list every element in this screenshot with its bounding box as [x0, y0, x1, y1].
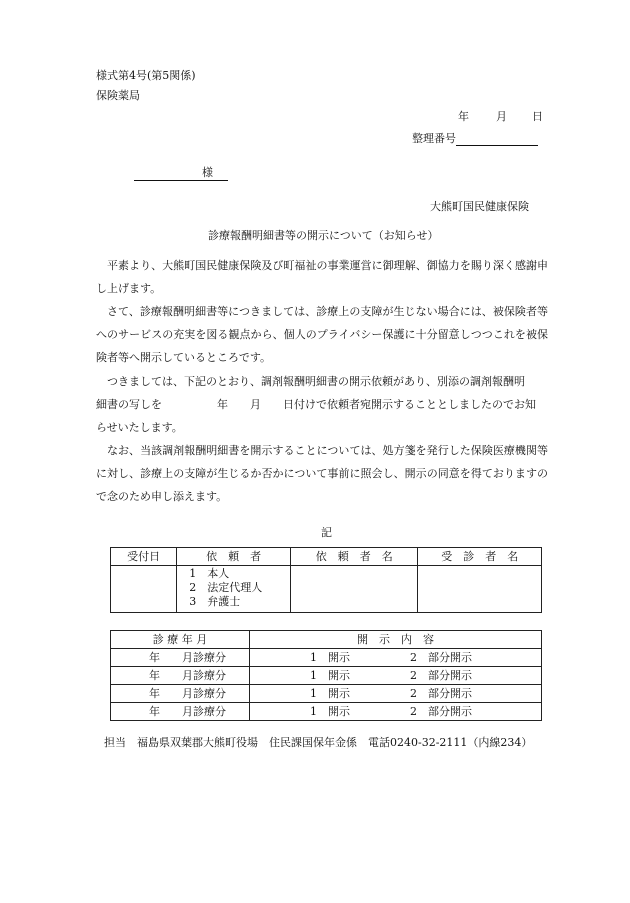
- paragraph-1: 平素より、大熊町国民健康保険及び町福祉の事業運営に御理解、御協力を賜り深く感謝申し上げます。: [96, 259, 548, 295]
- disclosure-row: [111, 667, 542, 685]
- treatment-period: 年 月診療分: [111, 703, 250, 721]
- requester-options-cell: [177, 566, 291, 613]
- addressee-suffix: 様: [202, 166, 213, 179]
- disclosure-row: [111, 685, 542, 703]
- requester-option-lawyer[interactable]: 3 弁護士: [189, 595, 241, 608]
- option-full-disclosure[interactable]: 1 開示: [310, 650, 351, 664]
- document-title: 診療報酬明細書等の開示について（お知らせ）: [208, 229, 439, 242]
- disclosure-row: [111, 703, 542, 721]
- sender-name: 大熊町国民健康保険: [430, 200, 529, 213]
- date-day-label: 日: [532, 110, 543, 123]
- header-treatment-period: 診 療 年 月: [111, 631, 250, 649]
- option-full-disclosure[interactable]: 1 開示: [310, 704, 351, 718]
- disclosure-table-header: [111, 631, 542, 649]
- disclosure-options: [250, 667, 542, 685]
- header-requester: 依 頼 者: [177, 548, 291, 566]
- option-partial-disclosure[interactable]: 2 部分開示: [410, 704, 473, 718]
- treatment-period: 年 月診療分: [111, 649, 250, 667]
- addressee-line: [134, 166, 228, 181]
- request-table: [110, 547, 542, 613]
- disclosure-table: [110, 630, 542, 721]
- date-year-label: 年: [458, 110, 469, 123]
- recipient-organization: 保険薬局: [96, 89, 140, 102]
- paragraph-4: なお、当該調剤報酬明細書を開示することについては、処方箋を発行した保険医療機関等に対し、診療上の支障が生じるか否かについて事前に照会し、開示の同意を得ておりますので念のため申し添えます。: [96, 444, 548, 503]
- paragraph-3: [96, 370, 548, 439]
- disclosure-options: [250, 685, 542, 703]
- requester-name-cell[interactable]: [290, 566, 417, 613]
- header-patient-name: 受 診 者 名: [418, 548, 542, 566]
- header-requester-name: 依 頼 者 名: [290, 548, 417, 566]
- reference-number-label: 整理番号: [412, 132, 456, 145]
- addressee: [134, 166, 228, 181]
- request-table-row: [111, 566, 542, 613]
- contact-footer: 担当 福島県双葉郡大熊町役場 住民課国保年金係 電話0240-32-2111（内線234）: [104, 736, 533, 749]
- option-full-disclosure[interactable]: 1 開示: [310, 686, 351, 700]
- reference-number: [412, 132, 538, 146]
- paragraph-3-line-2: 細書の写しを 年 月 日付けで依頼者宛開示することとしましたのでお知: [96, 398, 536, 411]
- treatment-period: 年 月診療分: [111, 685, 250, 703]
- option-partial-disclosure[interactable]: 2 部分開示: [410, 668, 473, 682]
- disclosure-row: [111, 649, 542, 667]
- disclosure-options: [250, 703, 542, 721]
- treatment-period: 年 月診療分: [111, 667, 250, 685]
- header-received-date: 受付日: [111, 548, 177, 566]
- option-partial-disclosure[interactable]: 2 部分開示: [410, 650, 473, 664]
- paragraph-3-line-1: つきましては、下記のとおり、調剤報酬明細書の開示依頼があり、別添の調剤報酬明: [107, 375, 525, 388]
- request-table-header: [111, 548, 542, 566]
- requester-option-self[interactable]: 1 本人: [189, 567, 230, 580]
- header-disclosure-content: 開 示 内 容: [250, 631, 542, 649]
- requester-option-legal-rep[interactable]: 2 法定代理人: [189, 581, 263, 594]
- option-full-disclosure[interactable]: 1 開示: [310, 668, 351, 682]
- option-partial-disclosure[interactable]: 2 部分開示: [410, 686, 473, 700]
- form-number: 様式第4号(第5関係): [96, 69, 196, 82]
- reference-number-blank: [456, 132, 538, 146]
- disclosure-options: [250, 649, 542, 667]
- paragraph-3-line-3: らせいたします。: [96, 421, 183, 434]
- received-date-cell[interactable]: [111, 566, 177, 613]
- date-month-label: 月: [496, 110, 507, 123]
- paragraph-2: さて、診療報酬明細書等につきましては、診療上の支障が生じない場合には、被保険者等へのサービスの充実を図る観点から、個人のプライバシー保護に十分留意しつつこれを被保険者等へ開示しているところです。: [96, 305, 548, 364]
- patient-name-cell[interactable]: [418, 566, 542, 613]
- ki-heading: 記: [321, 526, 332, 539]
